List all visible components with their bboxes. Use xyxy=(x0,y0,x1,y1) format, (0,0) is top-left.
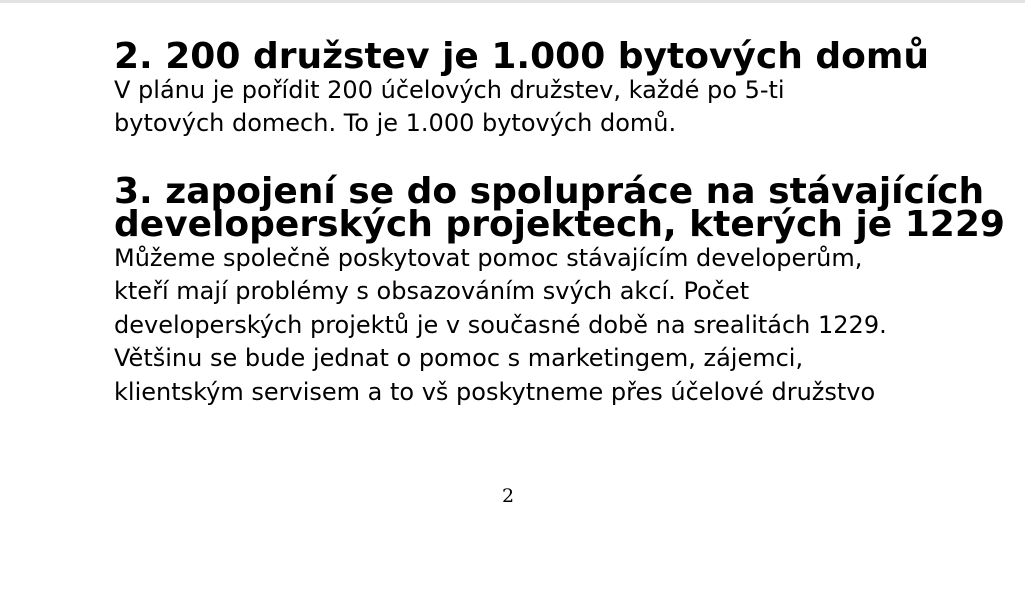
section-3-body-line: Můžeme společně poskytovat pomoc stávajícím developerům, xyxy=(114,243,863,272)
paragraph-spacer xyxy=(114,141,994,175)
section-developer-projects xyxy=(114,170,1005,410)
section-3-body-line: developerských projektů je v současné době na srealitách 1229. xyxy=(114,310,887,339)
document-content xyxy=(114,36,1005,409)
section-2-body xyxy=(114,74,994,141)
section-3-body xyxy=(114,242,994,410)
section-3-body-line: klientským servisem a to vš poskytneme přes účelové družstvo xyxy=(114,377,876,406)
section-2-body-line: bytových domech. To je 1.000 bytových domů. xyxy=(114,109,677,137)
section-3-heading-line: developerských projektech, kterých je 1229 xyxy=(114,204,1005,245)
section-2-body-line: V plánu je pořídit 200 účelových družstev, každé po 5-ti xyxy=(114,75,785,104)
section-2-heading-text: 2. 200 družstev je 1.000 bytových domů xyxy=(114,36,930,77)
section-2-heading xyxy=(114,36,994,77)
document-page xyxy=(0,3,1025,591)
page-number: 2 xyxy=(501,485,515,507)
section-200-cooperatives xyxy=(114,36,994,141)
section-3-heading-line: 3. zapojení se do spolupráce na stávajících xyxy=(114,170,985,212)
section-3-body-line: kteří mají problémy s obsazováním svých akcí. Počet xyxy=(114,277,750,305)
section-3-body-line: Většinu se bude jednat o pomoc s marketingem, zájemci, xyxy=(114,344,804,372)
section-3-heading xyxy=(114,170,1005,245)
